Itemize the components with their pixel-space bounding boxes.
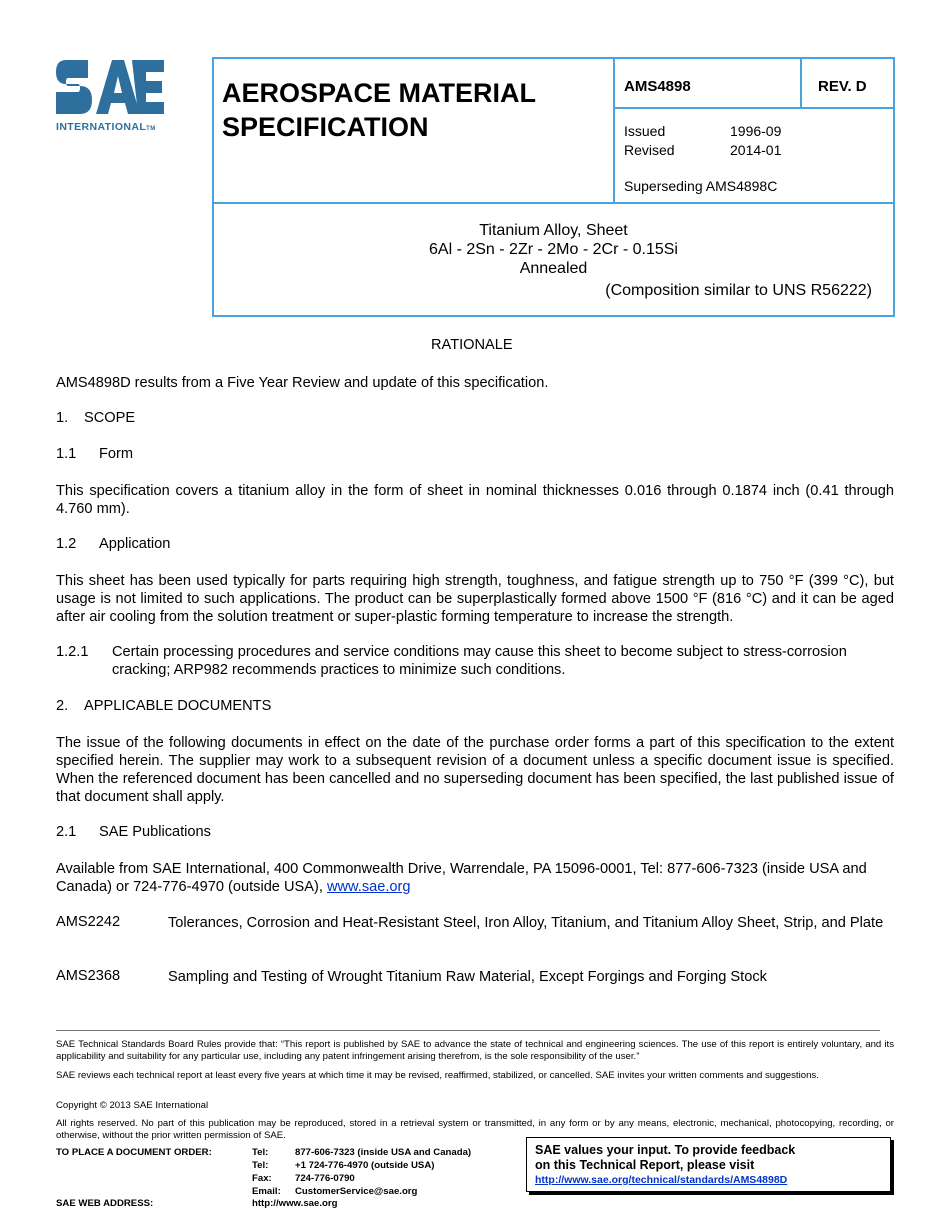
- footer-rights-text: All rights reserved. No part of this publication may be reproduced, stored in a retrieval system or transmitted, in any form or by any means, electronic, mechanical, photocopying, recording, or otherwise, without the prior written permission of SAE.: [56, 1118, 894, 1141]
- logo-subtitle: INTERNATIONALTM: [56, 121, 156, 133]
- section-1-1-title: Form: [99, 446, 134, 462]
- rationale-heading: RATIONALE: [431, 337, 513, 353]
- tel-inside-usa: 877-606-7323 (inside USA and Canada): [295, 1147, 472, 1158]
- revision-label: REV. D: [818, 78, 867, 95]
- section-2-1-text: Available from SAE International, 400 Commonwealth Drive, Warrendale, PA 15096-0001, Tel: 877-606-7323 (inside USA and Canada) or 724-776-4970 (outside USA), www.sae.org: [56, 861, 867, 895]
- revised-label: Revised: [624, 142, 675, 158]
- section-1-2-title: Application: [99, 536, 171, 552]
- issued-date: 1996-09: [730, 123, 782, 139]
- document-code: AMS4898: [624, 78, 691, 95]
- section-2-title: APPLICABLE DOCUMENTS: [84, 698, 272, 714]
- ref-text-ams2368: Sampling and Testing of Wrought Titanium Raw Material, Except Forgings and Forging Stock: [168, 969, 767, 985]
- section-2-number: 2.: [56, 698, 69, 714]
- section-1-2-1-text-line2: cracking; ARP982 recommends practices to minimize such conditions.: [112, 662, 566, 678]
- issued-label: Issued: [624, 123, 666, 139]
- subject-line4: (Composition similar to UNS R56222): [605, 282, 872, 299]
- section-1-1-text: This specification covers a titanium alloy in the form of sheet in nominal thicknesses 0.016 through 0.1874 inch (0.41 through 4.760 mm).: [56, 483, 894, 517]
- doc-type-title-line1: AEROSPACE MATERIAL: [222, 78, 537, 108]
- section-2-1-title: SAE Publications: [99, 824, 211, 840]
- feedback-line2: on this Technical Report, please visit: [535, 1158, 755, 1172]
- email-label: Email:: [252, 1186, 281, 1197]
- rationale-text: AMS4898D results from a Five Year Review and update of this specification.: [56, 375, 549, 391]
- subject-line1: Titanium Alloy, Sheet: [479, 222, 628, 239]
- sae-logo-mark-icon: [54, 56, 166, 118]
- section-1-2-number: 1.2: [56, 536, 77, 552]
- sae-website-link[interactable]: www.sae.org: [326, 879, 411, 895]
- email-address: CustomerService@sae.org: [295, 1186, 418, 1197]
- doc-type-title-line2: SPECIFICATION: [222, 112, 429, 142]
- tel-label-2: Tel:: [252, 1160, 269, 1171]
- section-1-2-text: This sheet has been used typically for parts requiring high strength, toughness, and fatigue strength up to 750 °F (399 °C), but usage is not limited to such applications. The product can be superplastically formed above 1500 °F (816 °C) and it can be aged after air cooling from the solution treatment or super-plastic forming temperature to increase the strength.: [56, 573, 894, 625]
- section-1-title: SCOPE: [84, 410, 136, 426]
- order-label: TO PLACE A DOCUMENT ORDER:: [56, 1147, 212, 1158]
- section-1-2-1-text-line1: Certain processing procedures and service conditions may cause this sheet to become subject to stress-corrosion: [112, 644, 847, 660]
- footer-copyright: Copyright © 2013 SAE International: [56, 1100, 209, 1111]
- sae-logo: [54, 56, 184, 136]
- section-1-1-number: 1.1: [56, 446, 77, 462]
- ref-code-ams2368: AMS2368: [56, 968, 121, 984]
- tel-outside-usa: +1 724-776-4970 (outside USA): [295, 1160, 435, 1171]
- revised-date: 2014-01: [730, 142, 782, 158]
- ref-code-ams2242: AMS2242: [56, 914, 121, 930]
- feedback-line1: SAE values your input. To provide feedback: [535, 1143, 796, 1157]
- ref-text-ams2242: Tolerances, Corrosion and Heat-Resistant Steel, Iron Alloy, Titanium, and Titanium Alloy Sheet, Strip, and Plate: [168, 915, 884, 931]
- section-2-1-number: 2.1: [56, 824, 77, 840]
- footer-review-text: SAE reviews each technical report at least every five years at which time it may be revised, reaffirmed, stabilized, or cancelled. SAE invites your written comments and suggestions.: [56, 1070, 819, 1081]
- footer-divider: [56, 1030, 880, 1031]
- feedback-link[interactable]: http://www.sae.org/technical/standards/AMS4898D: [535, 1174, 788, 1186]
- feedback-box: [526, 1137, 891, 1192]
- section-2-text: The issue of the following documents in effect on the date of the purchase order forms a part of this specification to the extent specified herein. The supplier may work to a subsequent revision of a document unless a specific document issue is specified. When the referenced document has been cancelled and no superseding document has been specified, the last published issue of that document shall apply.: [56, 735, 894, 805]
- superseding-note: Superseding AMS4898C: [624, 178, 778, 194]
- section-1-number: 1.: [56, 410, 69, 426]
- fax-label: Fax:: [252, 1173, 272, 1184]
- subject-line2: 6Al - 2Sn - 2Zr - 2Mo - 2Cr - 0.15Si: [429, 241, 678, 258]
- tel-label-1: Tel:: [252, 1147, 269, 1158]
- fax-number: 724-776-0790: [295, 1173, 355, 1184]
- section-1-2-1-number: 1.2.1: [56, 644, 89, 660]
- subject-line3: Annealed: [519, 260, 588, 277]
- web-label: SAE WEB ADDRESS:: [56, 1198, 154, 1209]
- web-address: http://www.sae.org: [252, 1198, 338, 1209]
- footer-rules-text: SAE Technical Standards Board Rules provide that: “This report is published by SAE to advance the state of technical and engineering sciences. The use of this report is entirely voluntary, and its applicability and suitability for any particular use, including any patent infringement arising therefrom, is the sole responsibility of the user.”: [56, 1039, 894, 1062]
